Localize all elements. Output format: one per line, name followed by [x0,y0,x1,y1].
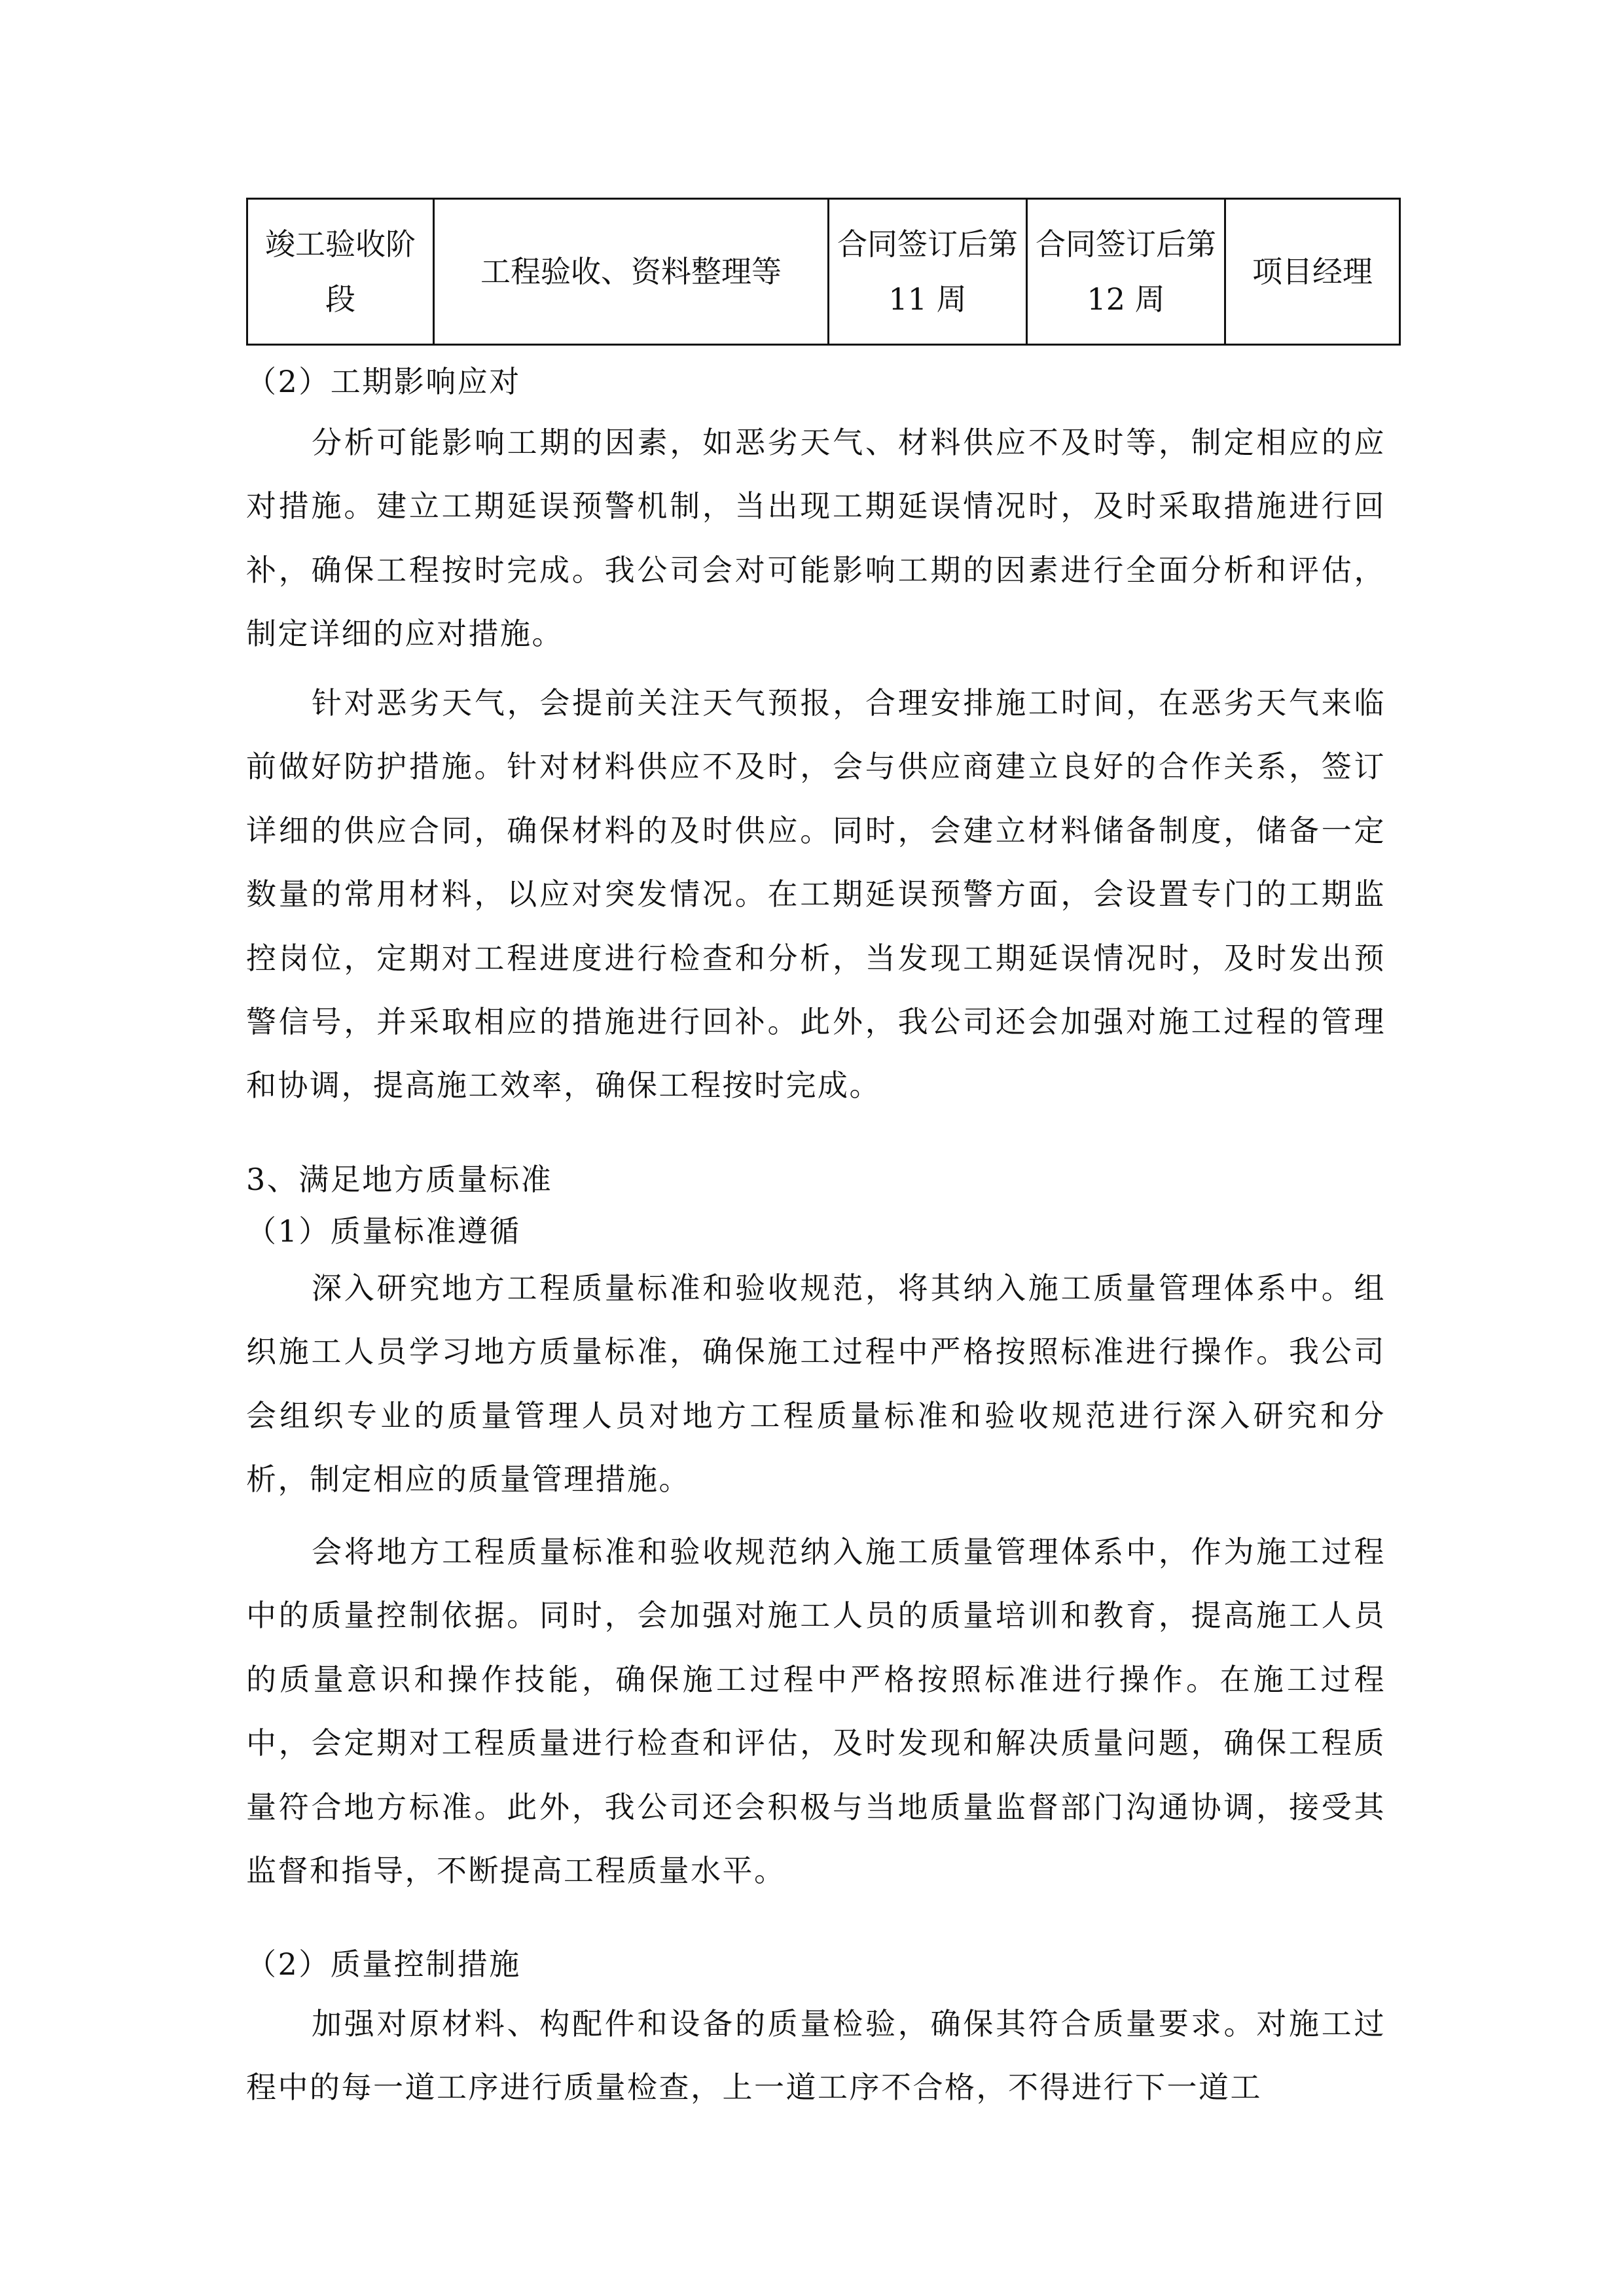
stage-cell: 竣工验收阶段 [247,199,434,345]
heading-quality-control-measures: （2）质量控制措施 [246,1946,521,1982]
work-content-cell: 工程验收、资料整理等 [434,199,829,345]
heading-schedule-response: （2）工期影响应对 [246,364,521,399]
table-row [247,199,1400,345]
end-time-cell: 合同签订后第 12 周 [1027,199,1225,345]
heading-local-quality-standard: 3、满足地方质量标准 [246,1162,553,1197]
responsible-person-cell: 项目经理 [1225,199,1400,345]
paragraph-material-inspection: 加强对原材料、构配件和设备的质量检验，确保其符合质量要求。对施工过程中的每一道工序进行质量检查，上一道工序不合格，不得进行下一道工 [246,2006,1386,2106]
schedule-table [246,198,1401,346]
start-time-cell: 合同签订后第 11 周 [829,199,1027,345]
paragraph-quality-system: 会将地方工程质量标准和验收规范纳入施工质量管理体系中，作为施工过程中的质量控制依据。同时，会加强对施工人员的质量培训和教育，提高施工人员的质量意识和操作技能，确保施工过程中严格按照标准进行操作。在施工过程中，会定期对工程质量进行检查和评估，及时发现和解决质量问题，确保工程质量符合地方标准。此外，我公司还会积极与当地质量监督部门沟通协调，接受其监督和指导，不断提高工程质量水平。 [246,1534,1386,1889]
heading-quality-standard-compliance: （1）质量标准遵循 [246,1213,521,1249]
paragraph-weather-materials: 针对恶劣天气，会提前关注天气预报，合理安排施工时间，在恶劣天气来临前做好防护措施。针对材料供应不及时，会与供应商建立良好的合作关系，签订详细的供应合同，确保材料的及时供应。同时，会建立材料储备制度，储备一定数量的常用材料，以应对突发情况。在工期延误预警方面，会设置专门的工期监控岗位，定期对工程进度进行检查和分析，当发现工期延误情况时，及时发出预警信号，并采取相应的措施进行回补。此外，我公司还会加强对施工过程的管理和协调，提高施工效率，确保工程按时完成。 [246,685,1386,1103]
paragraph-schedule-factors: 分析可能影响工期的因素，如恶劣天气、材料供应不及时等，制定相应的应对措施。建立工期延误预警机制，当出现工期延误情况时，及时采取措施进行回补，确保工程按时完成。我公司会对可能影响工期的因素进行全面分析和评估，制定详细的应对措施。 [246,425,1386,652]
paragraph-quality-research: 深入研究地方工程质量标准和验收规范，将其纳入施工质量管理体系中。组织施工人员学习地方质量标准，确保施工过程中严格按照标准进行操作。我公司会组织专业的质量管理人员对地方工程质量标准和验收规范进行深入研究和分析，制定相应的质量管理措施。 [246,1270,1386,1498]
